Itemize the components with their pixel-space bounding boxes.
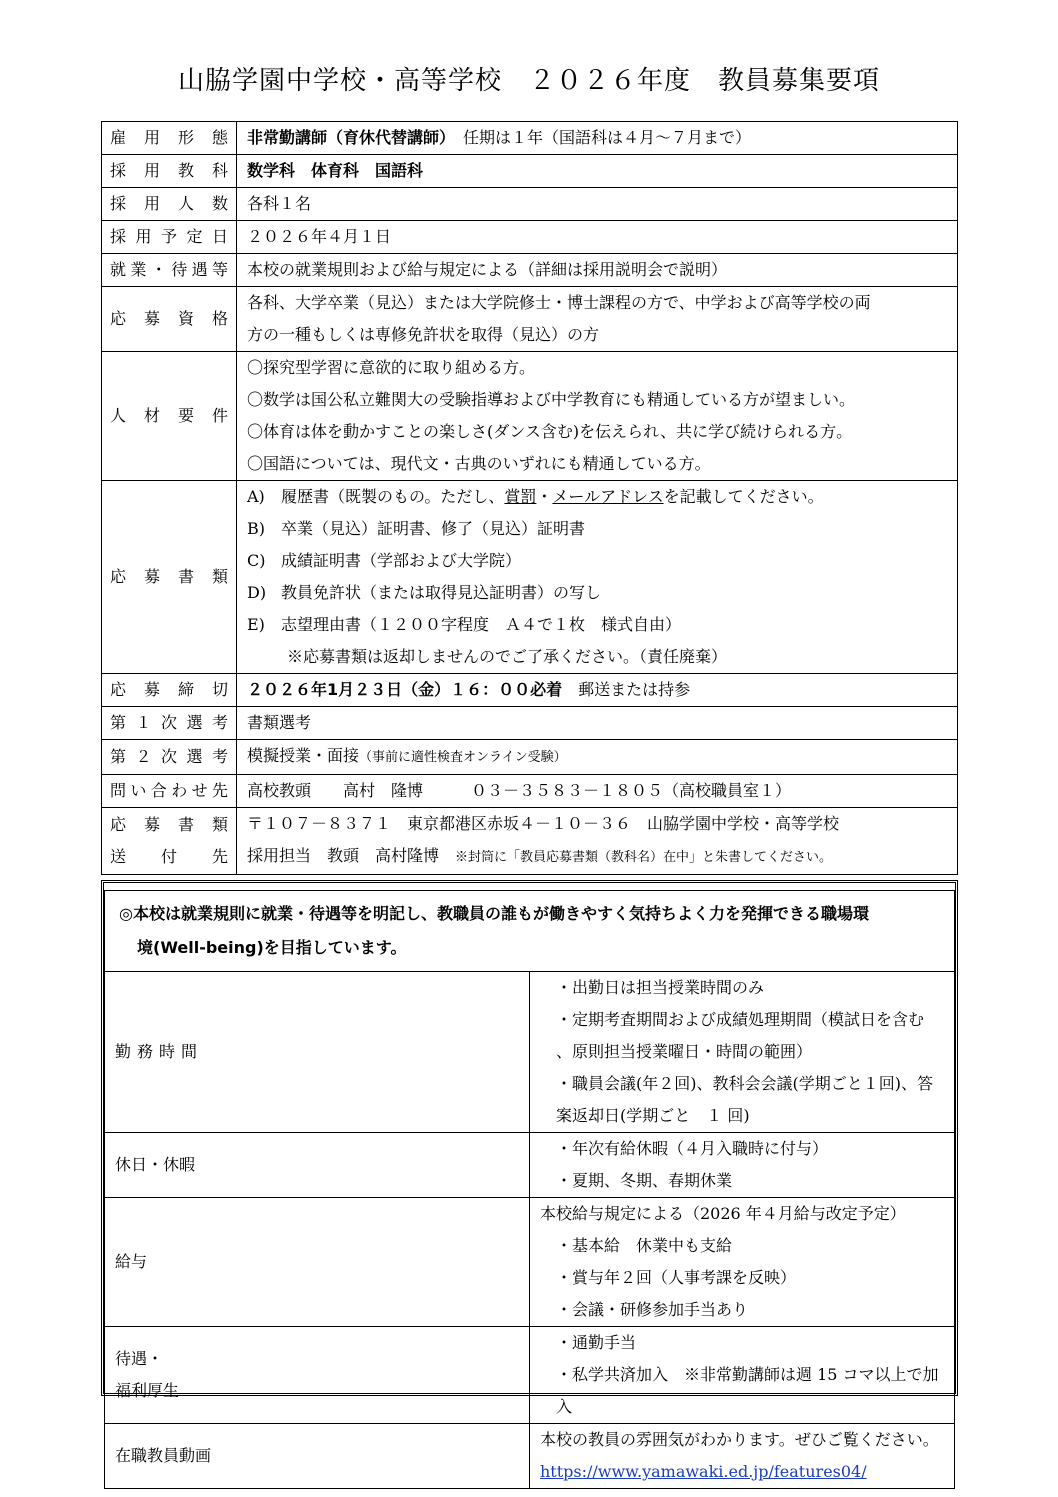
- employment-type-value: [237, 122, 958, 155]
- send-to-label: [102, 808, 237, 875]
- send-to-label-line: 送付先: [110, 847, 228, 866]
- salary-value: [530, 1198, 955, 1327]
- benefits-line: ・私学共済加入 ※非常勤講師は週 15 コマ以上で加入: [556, 1365, 939, 1416]
- employment-type-main: 非常勤講師（育休代替講師）: [247, 128, 448, 147]
- conditions-value: 本校の就業規則および給与規定による（詳細は採用説明会で説明）: [237, 254, 958, 287]
- salary-intro: 本校給与規定による（2026 年４月給与改定予定）: [540, 1204, 906, 1223]
- subjects-label: 採用教科: [102, 155, 237, 188]
- employment-type-term: 任期は１年（国語科は４月～７月まで）: [463, 128, 752, 147]
- wellbeing-notice-line: 境(Well-being)を目指しています。: [137, 938, 407, 957]
- send-to-recipient-name: 採用担当 教頭 高村隆博: [247, 846, 440, 865]
- document-underlined: メールアドレス: [552, 487, 664, 506]
- recruitment-table: [101, 121, 958, 875]
- benefits-label-line: 福利厚生: [115, 1381, 180, 1400]
- document-text: を記載してください。: [663, 487, 824, 506]
- documents-label: 応募書類: [102, 481, 237, 674]
- start-date-label: 採用予定日: [102, 221, 237, 254]
- document-letter: A): [247, 487, 265, 506]
- document-item: [247, 545, 947, 577]
- document-letter: E): [247, 615, 265, 634]
- document-text: 卒業（見込）証明書、修了（見込）証明書: [281, 519, 586, 538]
- salary-line: ・基本給 休業中も支給: [556, 1236, 733, 1255]
- send-to-label-line: 応募書類: [110, 815, 228, 834]
- document-item: [247, 513, 947, 545]
- benefits-label-line: 待遇・: [115, 1349, 164, 1368]
- requirement-item: 〇体育は体を動かすことの楽しさ(ダンス含む)を伝えられ、共に学び続けられる方。: [247, 422, 853, 441]
- holidays-line: ・年次有給休暇（４月入職時に付与）: [556, 1139, 829, 1158]
- benefits-label: [105, 1327, 530, 1424]
- deadline-value: [237, 674, 958, 707]
- document-text: ・: [536, 487, 553, 506]
- requirement-item: 〇探究型学習に意欲的に取り組める方。: [247, 358, 536, 377]
- qualifications-line: 方の一種もしくは専修免許状を取得（見込）の方: [247, 325, 600, 344]
- document-text: 志望理由書（１２００字程度 Ａ４で１枚 様式自由）: [281, 615, 682, 634]
- send-to-envelope-note: ※封筒に「教員応募書類（教科名）在中」と朱書してください。: [455, 850, 833, 865]
- subjects-value: 数学科 体育科 国語科: [237, 155, 958, 188]
- document-letter: D): [247, 583, 267, 602]
- wellbeing-notice-line: ◎本校は就業規則に就業・待遇等を明記し、教職員の誰もが働きやすく気持ちよく力を発揮できる職場環: [119, 904, 869, 923]
- video-label: 在職教員動画: [105, 1424, 530, 1489]
- holidays-value: [530, 1133, 955, 1198]
- first-selection-label: 第１次選考: [102, 707, 237, 740]
- salary-label: 給与: [105, 1198, 530, 1327]
- headcount-value: 各科１名: [237, 188, 958, 221]
- contact-value: 高校教頭 高村 隆博 ０３－３５８３－１８０５（高校職員室１）: [237, 775, 958, 808]
- second-selection-value: [237, 740, 958, 775]
- document-text: 教員免許状（または取得見込証明書）の写し: [281, 583, 602, 602]
- work-hours-value: [530, 972, 955, 1133]
- document-item: [247, 609, 947, 641]
- documents-note: ※応募書類は返却しませんのでご了承ください。（責任廃棄）: [287, 647, 728, 666]
- video-link[interactable]: https://www.yamawaki.ed.jp/features04/: [540, 1462, 867, 1481]
- requirements-label: 人材要件: [102, 352, 237, 481]
- documents-value: [237, 481, 958, 674]
- send-to-address: 〒１０７－８３７１ 東京都港区赤坂４－１０－３６ 山脇学園中学校・高等学校: [247, 814, 840, 833]
- document-text: 履歴書（既製のもの。ただし、: [281, 487, 505, 506]
- work-hours-line: ・職員会議(年２回)、教科会会議(学期ごと１回)、答案返却日(学期ごと １ 回): [556, 1074, 933, 1125]
- qualifications-label: 応募資格: [102, 287, 237, 352]
- send-to-value: [237, 808, 958, 875]
- wellbeing-notice: [105, 891, 955, 972]
- qualifications-line: 各科、大学卒業（見込）または大学院修士・博士課程の方で、中学および高等学校の両: [247, 293, 871, 312]
- salary-line: ・賞与年２回（人事考課を反映）: [556, 1268, 797, 1287]
- deadline-method: 郵送または持参: [578, 680, 691, 699]
- document-underlined: 賞罰: [504, 487, 537, 506]
- requirements-value: [237, 352, 958, 481]
- page-title: 山脇学園中学校・高等学校 ２０２６年度 教員募集要項: [177, 66, 880, 96]
- requirement-item: 〇数学は国公私立難関大の受験指導および中学教育にも精通している方が望ましい。: [247, 390, 856, 409]
- requirement-item: 〇国語については、現代文・古典のいずれにも精通している方。: [247, 454, 711, 473]
- benefits-line: ・通勤手当: [556, 1333, 637, 1352]
- qualifications-value: [237, 287, 958, 352]
- work-hours-label: 勤務時間: [105, 972, 530, 1133]
- first-selection-value: 書類選考: [237, 707, 958, 740]
- second-selection-main: 模擬授業・面接: [247, 746, 360, 765]
- conditions-label: 就業・待遇等: [102, 254, 237, 287]
- holidays-line: ・夏期、冬期、春期休業: [556, 1171, 733, 1190]
- work-hours-line: ・定期考査期間および成績処理期間（模試日を含む 、原則担当授業曜日・時間の範囲）: [556, 1010, 925, 1061]
- headcount-label: 採用人数: [102, 188, 237, 221]
- document-text: 成績証明書（学部および大学院）: [281, 551, 522, 570]
- contact-label: 問い合わせ先: [102, 775, 237, 808]
- holidays-label: 休日・休暇: [105, 1133, 530, 1198]
- wellbeing-table: [104, 890, 955, 1489]
- document-letter: B): [247, 519, 265, 538]
- video-value: [530, 1424, 955, 1489]
- document-letter: C): [247, 551, 266, 570]
- video-text: 本校の教員の雰囲気がわかります。ぜひご覧ください。: [540, 1430, 939, 1449]
- work-hours-line: ・出勤日は担当授業時間のみ: [556, 978, 765, 997]
- salary-line: ・会議・研修参加手当あり: [556, 1300, 749, 1319]
- document-item: [247, 481, 947, 513]
- second-selection-note: （事前に適性検査オンライン受験）: [359, 750, 567, 765]
- send-to-recipient: [247, 840, 947, 874]
- benefits-value: [530, 1327, 955, 1424]
- document-item: [247, 577, 947, 609]
- second-selection-label: 第２次選考: [102, 740, 237, 775]
- employment-type-label: 雇用形態: [102, 122, 237, 155]
- deadline-date: ２０２６年1月２３日（金）１６：００必着: [247, 680, 563, 699]
- deadline-label: 応募締切: [102, 674, 237, 707]
- start-date-value: ２０２６年４月１日: [237, 221, 958, 254]
